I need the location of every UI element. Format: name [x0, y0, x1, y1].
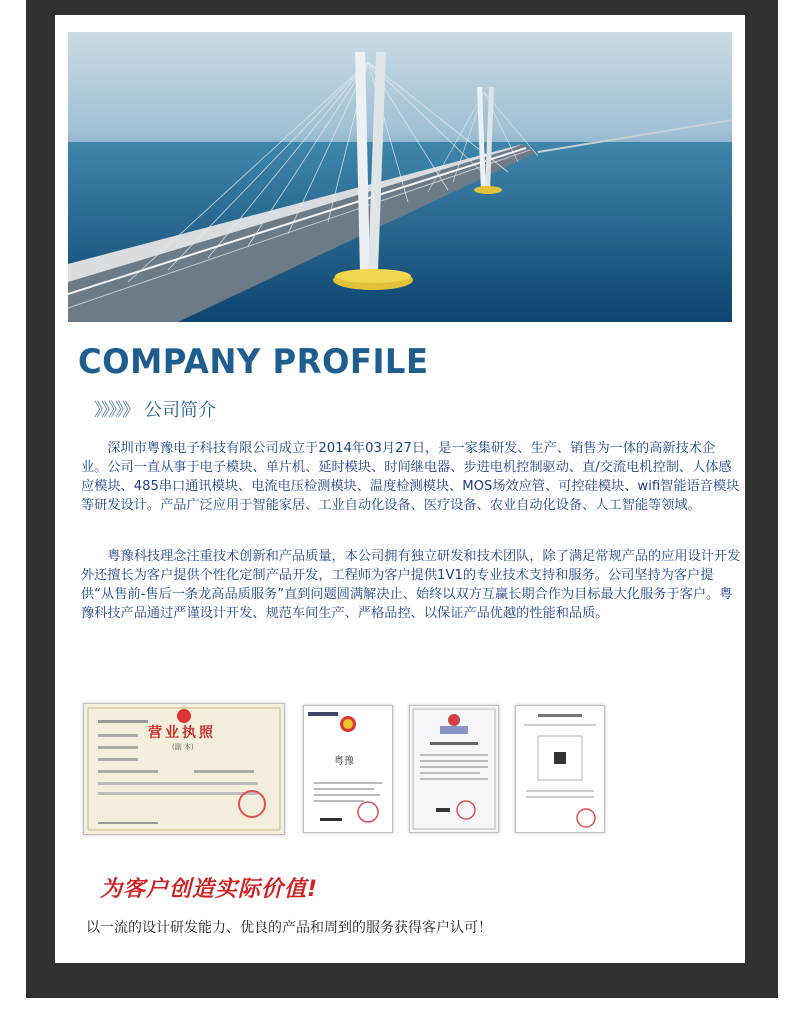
- business-license-certificate: [83, 703, 285, 835]
- sea-bridge-image: [68, 32, 732, 322]
- slogan: 为客户创造实际价值!: [100, 877, 319, 902]
- double-chevron-icon: 》》》》》: [94, 400, 138, 421]
- trademark-certificate: [303, 705, 393, 833]
- hero-bridge-image: [68, 32, 732, 322]
- quality-certificate: [515, 705, 605, 833]
- intro-paragraph-text: 深圳市粤豫电子科技有限公司成立于2014年03月27日，是一家集研发、生产、销售为一体的高新技术企业。公司一直从事于电子模块、单片机、延时模块、时间继电器、步进电机控制驱动、直/交流电机控制、人体感应模块、485串口通讯模块、电流电压检测模块、温度检测模块、MOS场效应管、可控硅模块、wifi智能语音模块等研发设计。产品广泛应用于智能家居、工业自动化设备、医疗设备、农业自动化设备、人工智能等领域。: [81, 441, 740, 513]
- license-subtitle: (副 本): [172, 743, 194, 751]
- certificate-gallery: [55, 703, 745, 853]
- intro-paragraph: [81, 439, 741, 515]
- trademark-name: 粤豫: [334, 756, 354, 767]
- patent-certificate: [409, 705, 499, 833]
- subtitle-label: 公司简介: [144, 400, 216, 421]
- page-title: COMPANY PROFILE: [78, 342, 429, 382]
- license-title: 营业执照: [148, 725, 216, 741]
- philosophy-paragraph: [81, 547, 741, 623]
- tagline: 以一流的设计研发能力、优良的产品和周到的服务获得客户认可！: [86, 920, 492, 936]
- section-subtitle: [94, 396, 216, 422]
- profile-sheet: [55, 15, 745, 963]
- philosophy-paragraph-text: 粤豫科技理念注重技术创新和产品质量，本公司拥有独立研发和技术团队，除了满足常规产品的应用设计开发外还擅长为客户提供个性化定制产品开发，工程师为客户提供1V1的专业技术支持和服务。公司坚持为客户提供“从售前-售后一条龙高品质服务”直到问题圆满解决止、始终以双方互赢长期合作为目标最大化服务于客户。粤豫科技产品通过严谨设计开发、规范车间生产、严格品控、以保证产品优越的性能和品质。: [81, 549, 741, 621]
